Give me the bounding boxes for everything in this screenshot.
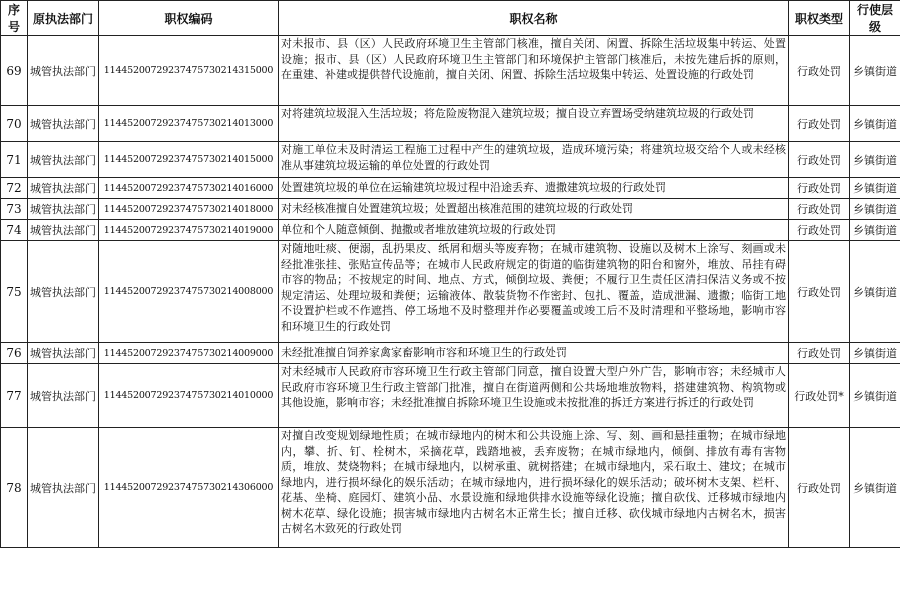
row-code: 11445200729237475730214306000 (99, 428, 279, 548)
row-name: 单位和个人随意倾倒、抛撒或者堆放建筑垃圾的行政处罚 (279, 220, 789, 241)
row-type: 行政处罚 (789, 106, 850, 142)
row-dept: 城管执法部门 (28, 343, 99, 364)
row-dept: 城管执法部门 (28, 142, 99, 178)
row-code: 11445200729237475730214008000 (99, 241, 279, 343)
header-dept: 原执法部门 (28, 1, 99, 36)
row-type: 行政处罚 (789, 142, 850, 178)
header-seq: 序号 (1, 1, 28, 36)
table-row (1, 343, 900, 364)
header-name: 职权名称 (279, 1, 789, 36)
row-name: 对将建筑垃圾混入生活垃圾；将危险废物混入建筑垃圾；擅自设立弃置场受纳建筑垃圾的行政处罚 (279, 106, 789, 142)
row-type: 行政处罚 (789, 343, 850, 364)
row-dept: 城管执法部门 (28, 178, 99, 199)
row-level: 乡镇街道 (850, 364, 900, 428)
row-dept: 城管执法部门 (28, 364, 99, 428)
row-seq: 71 (1, 142, 28, 178)
row-code: 11445200729237475730214315000 (99, 36, 279, 106)
row-level: 乡镇街道 (850, 428, 900, 548)
row-seq: 72 (1, 178, 28, 199)
table-row (1, 428, 900, 548)
row-seq: 78 (1, 428, 28, 548)
row-type: 行政处罚 (789, 428, 850, 548)
row-level: 乡镇街道 (850, 36, 900, 106)
row-level: 乡镇街道 (850, 178, 900, 199)
row-name: 对未报市、县（区）人民政府环境卫生主管部门核准，擅自关闭、闲置、拆除生活垃圾集中转运、处置设施；报市、县（区）人民政府环境卫生主管部门和环境保护主管部门核准后，未按先建后拆的原则，在重建、补建或提供替代设施前，擅自关闭、闲置、拆除生活垃圾集中转运、处置设施的行政处罚 (279, 36, 789, 106)
row-name: 对未经城市人民政府市容环境卫生行政主管部门同意，擅自设置大型户外广告，影响市容；未经城市人民政府市容环境卫生行政主管部门批准，擅自在街道两侧和公共场地堆放物料，搭建建筑物、构筑物或其他设施，影响市容；未经批准擅自拆除环境卫生设施或未按批准的拆迁方案进行拆迁的行政处罚 (279, 364, 789, 428)
table-row (1, 106, 900, 142)
row-code: 11445200729237475730214016000 (99, 178, 279, 199)
row-seq: 69 (1, 36, 28, 106)
row-code: 11445200729237475730214015000 (99, 142, 279, 178)
row-seq: 76 (1, 343, 28, 364)
row-name: 对施工单位未及时清运工程施工过程中产生的建筑垃圾，造成环境污染；将建筑垃圾交给个人或未经核准从事建筑垃圾运输的单位处置的行政处罚 (279, 142, 789, 178)
table-row (1, 199, 900, 220)
table-row (1, 178, 900, 199)
table-row (1, 364, 900, 428)
row-type: 行政处罚 (789, 36, 850, 106)
row-level: 乡镇街道 (850, 142, 900, 178)
row-level: 乡镇街道 (850, 220, 900, 241)
row-dept: 城管执法部门 (28, 36, 99, 106)
row-dept: 城管执法部门 (28, 199, 99, 220)
row-code: 11445200729237475730214018000 (99, 199, 279, 220)
row-name: 未经批准擅自饲养家禽家畜影响市容和环境卫生的行政处罚 (279, 343, 789, 364)
row-type: 行政处罚 (789, 178, 850, 199)
row-dept: 城管执法部门 (28, 428, 99, 548)
row-name: 对随地吐痰、便溺，乱扔果皮、纸屑和烟头等废弃物；在城市建筑物、设施以及树木上涂写、刻画或未经批准张挂、张贴宣传品等；在城市人民政府规定的街道的临街建筑物的阳台和窗外，堆放、吊挂有碍市容的物品；不按规定的时间、地点、方式，倾倒垃圾、粪便；不履行卫生责任区清扫保洁义务或不按规定清运、处理垃圾和粪便；运输液体、散装货物不作密封、包扎、覆盖，造成泄漏、遗撒；临街工地不设置护栏或不作遮挡、停工场地不及时整理并作必要覆盖或竣工后不及时清理和平整场地，影响市容和环境卫生的行政处罚 (279, 241, 789, 343)
row-seq: 77 (1, 364, 28, 428)
row-seq: 75 (1, 241, 28, 343)
row-code: 11445200729237475730214019000 (99, 220, 279, 241)
row-seq: 74 (1, 220, 28, 241)
row-level: 乡镇街道 (850, 199, 900, 220)
row-code: 11445200729237475730214013000 (99, 106, 279, 142)
header-row (1, 1, 900, 36)
row-seq: 73 (1, 199, 28, 220)
row-name: 对擅自改变规划绿地性质；在城市绿地内的树木和公共设施上涂、写、刻、画和悬挂重物；在城市绿地内，攀、折、钉、栓树木，采摘花草，践踏地被，丢弃废物；在城市绿地内，倾倒、排放有毒有害物质，堆放、焚烧物料；在城市绿地内，以树承重、就树搭建；在城市绿地内，采石取土、建坟；在城市绿地内，进行损坏绿化的娱乐活动；在城市绿地内，进行损坏绿化的娱乐活动；破坏树木支架、栏杆、花基、坐椅、庭园灯、建筑小品、水景设施和绿地供排水设施等绿化设施；擅自砍伐、迁移城市绿地内树木花草、绿化设施；损害城市绿地内古树名木正常生长；擅自迁移、砍伐城市绿地内古树名木，损害古树名木致死的行政处罚 (279, 428, 789, 548)
row-name: 处置建筑垃圾的单位在运输建筑垃圾过程中沿途丢弃、遗撒建筑垃圾的行政处罚 (279, 178, 789, 199)
row-type: 行政处罚 (789, 199, 850, 220)
row-dept: 城管执法部门 (28, 220, 99, 241)
row-dept: 城管执法部门 (28, 106, 99, 142)
table-row (1, 36, 900, 106)
row-level: 乡镇街道 (850, 241, 900, 343)
table-row (1, 142, 900, 178)
row-level: 乡镇街道 (850, 343, 900, 364)
row-type: 行政处罚* (789, 364, 850, 428)
row-code: 11445200729237475730214009000 (99, 343, 279, 364)
row-seq: 70 (1, 106, 28, 142)
row-name: 对未经核准擅自处置建筑垃圾；处置超出核准范围的建筑垃圾的行政处罚 (279, 199, 789, 220)
header-level: 行使层级 (850, 1, 900, 36)
row-dept: 城管执法部门 (28, 241, 99, 343)
row-type: 行政处罚 (789, 241, 850, 343)
row-level: 乡镇街道 (850, 106, 900, 142)
table-row (1, 241, 900, 343)
header-code: 职权编码 (99, 1, 279, 36)
row-code: 11445200729237475730214010000 (99, 364, 279, 428)
table-row (1, 220, 900, 241)
header-type: 职权类型 (789, 1, 850, 36)
row-type: 行政处罚 (789, 220, 850, 241)
